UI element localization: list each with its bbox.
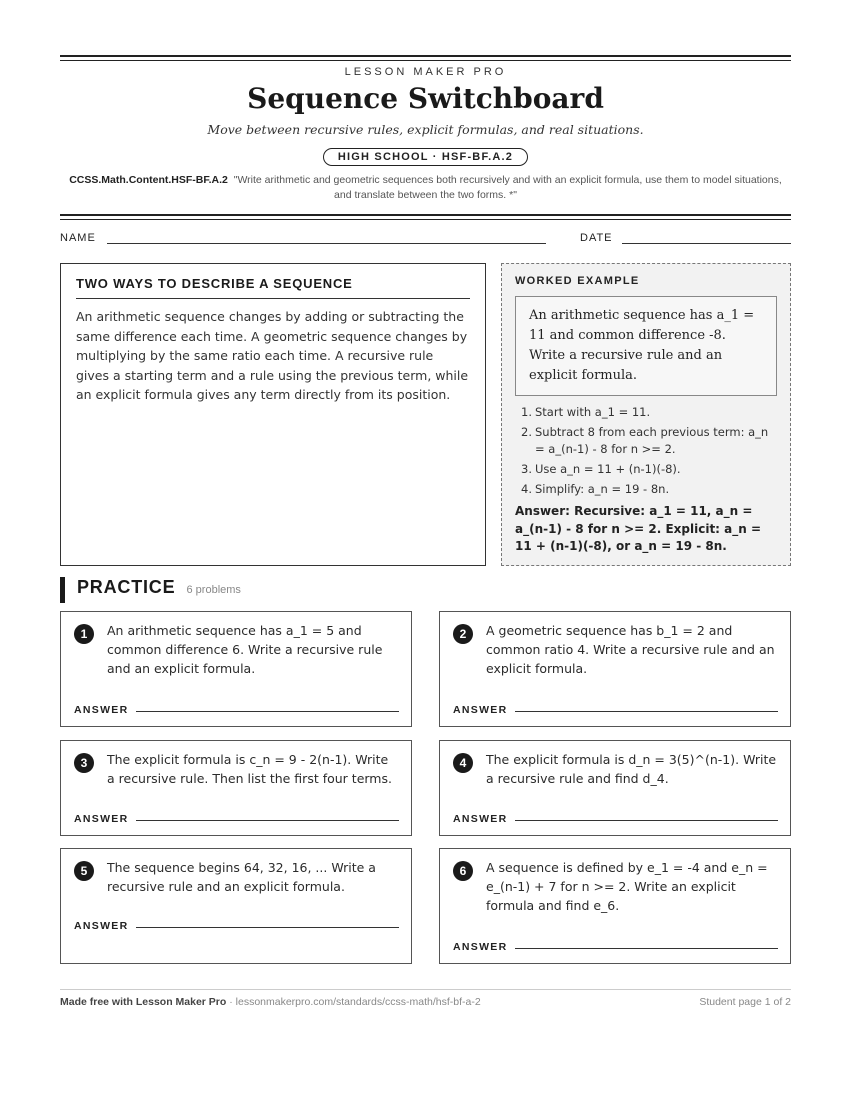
answer-field[interactable]	[136, 927, 399, 928]
footer-url[interactable]: · lessonmakerpro.com/standards/ccss-math/hsf-bf-a-2	[226, 996, 481, 1008]
date-field[interactable]	[622, 243, 791, 244]
step-item	[515, 481, 777, 498]
problem-text: The explicit formula is d_n = 3(5)^(n-1). Write a recursive rule and find d_4.	[486, 752, 777, 786]
problem-text: The sequence begins 64, 32, 16, ... Write a recursive rule and an explicit formula.	[107, 860, 376, 894]
answer-field[interactable]	[515, 948, 778, 949]
problem-text: The explicit formula is c_n = 9 - 2(n-1). Write a recursive rule. Then list the first four terms.	[107, 752, 392, 786]
step-item	[515, 424, 777, 458]
footer-made-with: Made free with Lesson Maker Pro	[60, 996, 227, 1008]
practice-count: 6 problems	[186, 584, 241, 596]
answer-label: ANSWER	[74, 704, 129, 716]
answer-field[interactable]	[515, 711, 778, 712]
step-text: Start with a_1 = 11.	[535, 405, 651, 419]
header-bottom-rule	[60, 214, 791, 216]
step-text: Simplify: a_n = 19 - 8n.	[535, 482, 670, 496]
concept-heading: TWO WAYS TO DESCRIBE A SEQUENCE	[76, 276, 470, 299]
problem-number: 2	[453, 624, 473, 644]
practice-title: PRACTICE	[77, 577, 176, 597]
answer-label: ANSWER	[453, 941, 508, 953]
problem-number: 5	[74, 861, 94, 881]
step-text: Subtract 8 from each previous term: a_n = a_(n-1) - 8 for n >= 2.	[535, 425, 769, 456]
problem-card-5	[60, 848, 412, 964]
standard-statement	[60, 173, 791, 203]
grade-standard-badge: HIGH SCHOOL · HSF-BF.A.2	[323, 148, 528, 166]
worked-example-problem: An arithmetic sequence has a_1 = 11 and common difference -8. Write a recursive rule and an explicit formula.	[515, 296, 777, 396]
footer-rule	[60, 989, 791, 990]
step-number: 2.	[521, 425, 532, 439]
step-number: 1.	[521, 405, 532, 419]
problem-number: 3	[74, 753, 94, 773]
page-subtitle: Move between recursive rules, explicit formulas, and real situations.	[207, 122, 644, 137]
answer-label: ANSWER	[453, 704, 508, 716]
problem-card-4	[439, 740, 791, 836]
name-label: NAME	[60, 232, 96, 244]
date-label: DATE	[580, 232, 613, 244]
problem-card-6	[439, 848, 791, 964]
concept-box	[60, 263, 486, 566]
step-number: 4.	[521, 482, 532, 496]
worked-example-heading: WORKED EXAMPLE	[515, 275, 640, 287]
name-field[interactable]	[107, 243, 546, 244]
answer-field[interactable]	[136, 711, 399, 712]
top-rule	[60, 55, 791, 57]
worked-example-steps	[515, 404, 777, 498]
problem-card-1	[60, 611, 412, 727]
practice-heading	[60, 577, 241, 603]
name-date-row	[60, 232, 791, 246]
answer-field[interactable]	[136, 820, 399, 821]
standard-code: CCSS.Math.Content.HSF-BF.A.2	[69, 174, 228, 186]
standard-text: "Write arithmetic and geometric sequences both recursively and with an explicit formula, use them to model situations, and translate between the two forms. *"	[233, 174, 782, 201]
problem-number: 4	[453, 753, 473, 773]
problem-card-2	[439, 611, 791, 727]
answer-label: ANSWER	[453, 813, 508, 825]
problem-text: An arithmetic sequence has a_1 = 5 and common difference 6. Write a recursive rule and an explicit formula.	[107, 623, 383, 676]
step-item	[515, 404, 777, 421]
badge-wrapper	[60, 145, 791, 166]
problem-text: A sequence is defined by e_1 = -4 and e_n = e_(n-1) + 7 for n >= 2. Write an explicit formula and find e_6.	[486, 860, 768, 913]
answer-field[interactable]	[515, 820, 778, 821]
problem-text: A geometric sequence has b_1 = 2 and common ratio 4. Write a recursive rule and an explicit formula.	[486, 623, 775, 676]
footer-page-number: Student page 1 of 2	[699, 996, 791, 1008]
step-item	[515, 461, 777, 478]
step-number: 3.	[521, 462, 532, 476]
brand-name: LESSON MAKER PRO	[344, 66, 507, 78]
answer-label: ANSWER	[74, 920, 129, 932]
problem-number: 6	[453, 861, 473, 881]
concept-body: An arithmetic sequence changes by adding or subtracting the same difference each time. A geometric sequence changes by multiplying by the same ratio each time. A recursive rule gives a starting term and a rule using the previous term, while an explicit formula gives any term directly from its position.	[76, 309, 469, 402]
step-text: Use a_n = 11 + (n-1)(-8).	[535, 462, 681, 476]
page-title: Sequence Switchboard	[247, 82, 604, 115]
page-footer	[60, 996, 791, 1008]
problem-number: 1	[74, 624, 94, 644]
problem-card-3	[60, 740, 412, 836]
worked-example-answer: Answer: Recursive: a_1 = 11, a_n = a_(n-1) - 8 for n >= 2. Explicit: a_n = 11 + (n-1)(-8), or a_n = 19 - 8n.	[515, 504, 762, 553]
worked-example-box	[501, 263, 791, 566]
answer-label: ANSWER	[74, 813, 129, 825]
